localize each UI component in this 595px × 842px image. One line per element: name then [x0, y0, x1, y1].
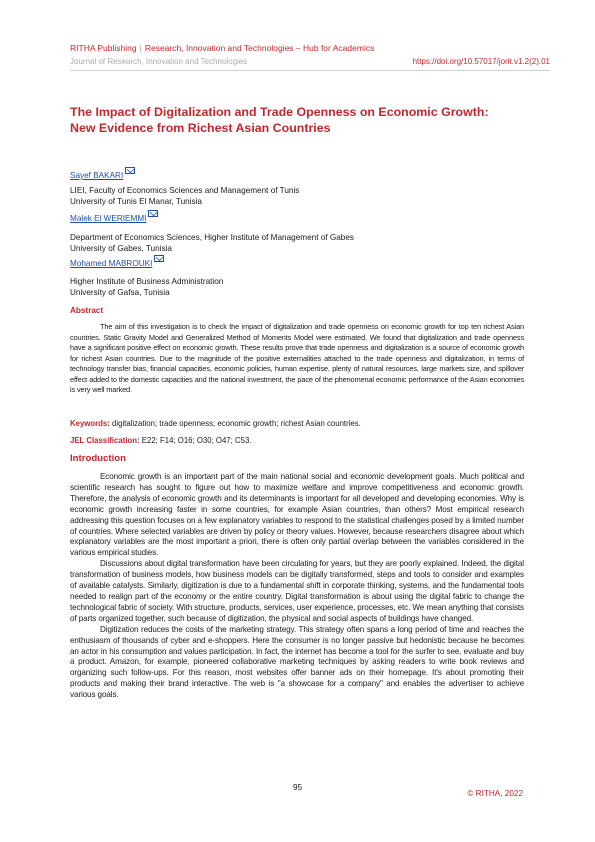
abstract-heading: Abstract: [70, 306, 104, 315]
author-name-link[interactable]: Sayef BAKARI: [70, 171, 124, 180]
keywords-text: digitalization; trade openness; economic growth; richest Asian countries.: [109, 419, 361, 428]
publisher-name: RITHA Publishing: [70, 43, 137, 53]
author-3: [70, 258, 164, 269]
publisher-tagline: Research, Innovation and Technologies – Hub for Academics: [144, 43, 375, 53]
author-2-affiliation: [70, 233, 354, 254]
copyright: © RITHA, 2022: [467, 789, 523, 798]
header-divider: [70, 70, 550, 71]
paragraph: Economic growth is an important part of the main national social and economic development goals. Much political and scientific research has sought to figure out how to maximize welfare and improve competitiveness and economic growth. Therefore, the analysis of economic growth and its determinants is important for all developed and developing economies. Why is economic growth increasing faster in some countries, for example Asian countries, than others? Most empirical research addressing this question focuses on a few explanatory variables to respond to the statistical challenges posed by a limited number of countries. Where selected variables are driven by policy or theory values. However, because researchers disagree about which explanatory variables are the most important a priori, there is often only partial overlap between the variables considered in the various empirical studies.: [70, 472, 524, 558]
jel-label: JEL Classification:: [70, 436, 140, 445]
email-icon[interactable]: [154, 255, 164, 262]
running-header: [70, 43, 374, 53]
affiliation-line: University of Tunis El Manar, Tunisia: [70, 196, 202, 206]
affiliation-line: University of Gafsa, Tunisia: [70, 287, 170, 297]
introduction-body: [70, 472, 524, 701]
jel-classification: [70, 436, 251, 445]
author-1-affiliation: [70, 186, 299, 207]
page-number: 95: [292, 783, 303, 792]
affiliation-line: University of Gabes, Tunisia: [70, 243, 172, 253]
email-icon[interactable]: [148, 210, 158, 217]
introduction-heading: Introduction: [70, 453, 126, 464]
abstract-text: The aim of this investigation is to check the impact of digitalization and trade openness on economic growth for top ten richest Asian countries. Static Gravity Model and Generalized Method of Moments Model were estimated. We found that digitalization and trade openness have a significant positive effect on economic growth. These results prove that trade openness and digitalization is a source of economic growth for richest Asian countries. Due to the magnitude of the positive externalities attached to the trade openness and digitalization, in terms of technology transfer bias, financial capacities, economic policies, human expertise, plenty of natural resources, large markets size, and spillover effect added to the domestic capacities and the national investment, the pace of the phenomenal economic performance of the Asian economies is very well marked.: [70, 322, 524, 394]
author-1: [70, 170, 135, 181]
author-2: [70, 213, 158, 224]
jel-codes: E22; F14; O16; O30; O47; C53.: [139, 436, 252, 445]
author-name-link[interactable]: Mohamed MABROUKI: [70, 259, 153, 268]
paragraph: Discussions about digital transformation have been circulating for years, but they are poorly explained. Indeed, the digital transformation of business models, how business models can be digitally transformed, steps and tools to consider and examples of available catalysts. Similarly, digitization is due to a fundamental shift in corporate thinking, systems, and the fundamental tools needed to realign part of the economy or the entire country. Digital transformation is about using the digital fabric to change the technological fabric of society. With structure, products, services, user experience, processes, etc. We mean anything that consists of parts organized together, such because of digitization, the physical and social aspects of buildings have changed.: [70, 559, 524, 623]
journal-name: Journal of Research, Innovation and Technologies: [70, 57, 248, 66]
paper-title: The Impact of Digitalization and Trade Openness on Economic Growth: New Evidence from Richest Asian Countries: [70, 105, 489, 135]
keywords-label: Keywords:: [70, 419, 110, 428]
email-icon[interactable]: [125, 167, 135, 174]
affiliation-line: LIEI, Faculty of Economics Sciences and Management of Tunis: [70, 186, 300, 195]
header-separator: |: [139, 43, 142, 53]
keywords: [70, 419, 361, 428]
author-3-affiliation: [70, 277, 223, 298]
affiliation-line: Department of Economics Sciences, Higher Institute of Management of Gabes: [70, 233, 354, 242]
paragraph: Digitization reduces the costs of the marketing strategy. This strategy often spans a long period of time and reaches the enthusiasm of thousands of cyber and e-shoppers. Here the consumer is no longer passive but hedonistic because he becomes an actor in his consumption and values participation. In fact, the internet has become a tool for the surfer to see, evaluate and buy a product. Amazon, for example, pioneered collaborative marketing techniques by asking readers to write book reviews and organizing such follow-ups. For this reason, most websites offer banner ads on their homepage. It's about promoting their products and making their brand interactive. The web is "a showcase for a company" and enables the advertiser to achieve various goals.: [70, 624, 524, 700]
author-name-link[interactable]: Malek El WERIEMMI: [70, 214, 147, 223]
affiliation-line: Higher Institute of Business Administration: [70, 277, 224, 286]
doi-link[interactable]: https://doi.org/10.57017/jorit.v1.2(2).01: [412, 57, 550, 66]
